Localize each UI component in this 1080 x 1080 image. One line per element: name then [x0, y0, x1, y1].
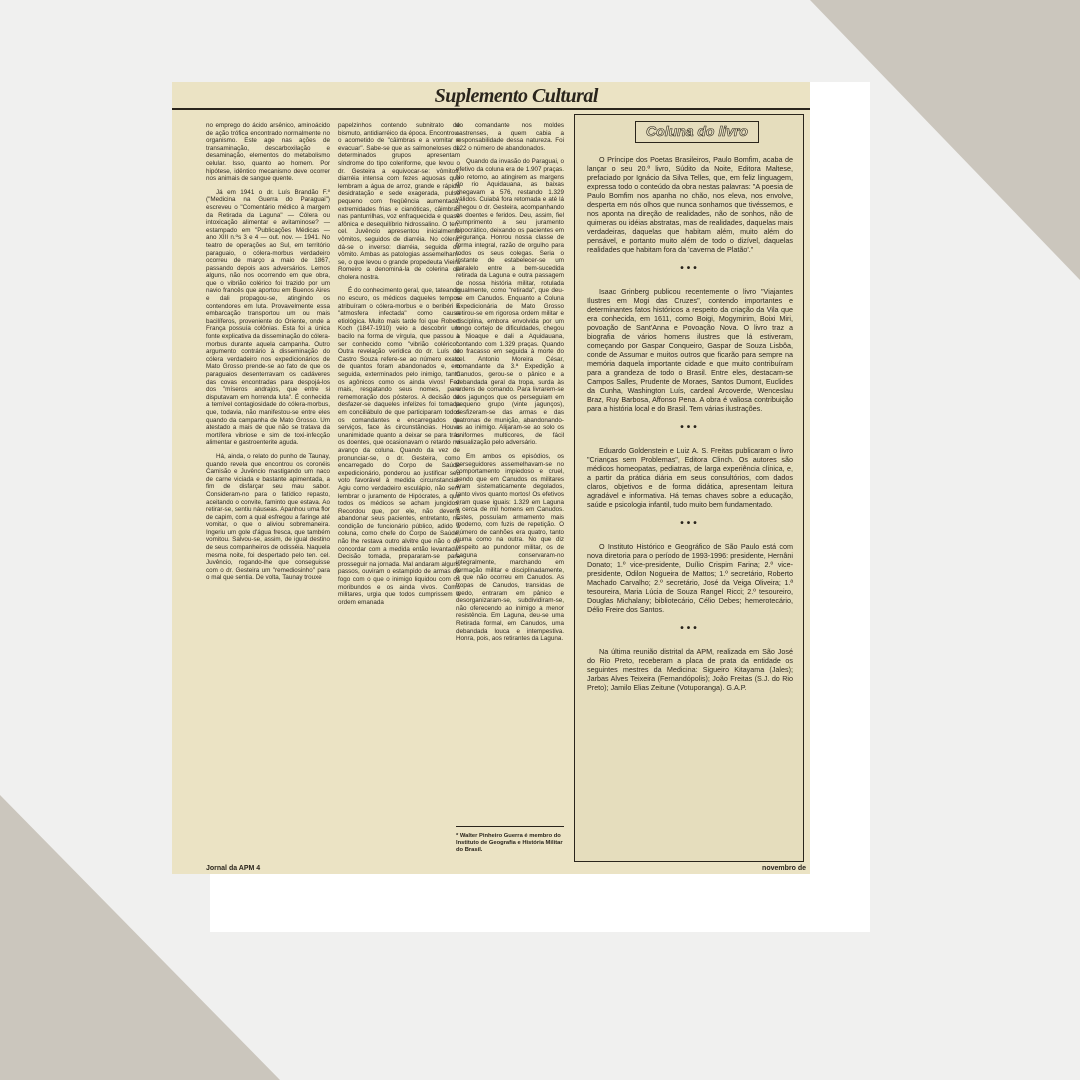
sidebar-title: Coluna do livro [635, 121, 759, 143]
section-separator: ••• [680, 422, 700, 433]
newspaper-page [172, 82, 810, 874]
article-column-2 [338, 122, 460, 862]
sidebar-paragraph: Na última reunião distrital da APM, realizada em São José do Rio Preto, receberam a placa de prata da entidade os seguintes mestres da Medicina: Sigueiro Kitayama (Jales); Jarbas Alves Teixeira (Fernandópolis); João Freitas (S.J. do Rio Preto); Jamilo Elias Zeitune (Votuporanga). G.A.P. [587, 647, 793, 692]
article-paragraph: É do conhecimento geral, que, tateando no escuro, os médicos daqueles tempos atribuíram o cólera-morbus e o beribéri à "atmosfera infectada" como causa etiológica. Muito mais tarde foi que Robert Koch (1847-1910) veio a descobrir um bacilo na forma de vírgula, que passou a ser conhecido como "vibrião colérico". Outra revelação verídica do dr. Luís de Castro Souza refere-se ao número exato de quantos foram abandonados e, em seguida, exterminados pelo inimigo, tanto os agônicos como os ainda vivos! Fez mais, resgatando seus nomes, para rememoração dos pósteros. A decisão de desfazer-se daqueles infelizes foi tomada em conciliábulo de que participaram todos os comandantes e encarregados de serviços, face às circunstâncias. Houve unanimidade quanto a deixar se para trás os doentes, que ocasionavam o retardo no avanço da coluna. Quando da vez de pronunciar-se, o dr. Gesteira, como encarregado do Corpo de Saúde expedicionário, ponderou ao justificar seu voto favorável à medida circunstancial. Agiu como verdadeiro esculápio, não sem lembrar o juramento de Hipócrates, a que todos os médicos se acham jungidos. Recordou que, por ele, não deveria abandonar seus pacientes, entretanto, na condição de funcionário público, adido à coluna, como chefe do Corpo de Saúde, não lhe restava outro alvitre que não o de concordar com a medida então levantada! Decisão tomada, prepararam-se para prosseguir na jornada. Mal andaram alguns passos, ouviram o estampido de armas de fogo com o que o inimigo liquidou com os moribundos e os ainda vivos. Como militares, urgia que todos cumprissem a ordem emanada [338, 287, 460, 606]
article-column-1 [206, 122, 330, 862]
article-paragraph: no emprego do ácido arsênico, aminoácido de ação trófica encontrado normalmente no organismo. Este age nas ações de transaminação, descarboxilação e desaminação, elementos do metabolismo celular. Isso, quanto ao homem. Por hipótese, idêntico mecanismo deve ocorrer nos animais de sangue quente. [206, 122, 330, 183]
article-paragraph: Em ambos os episódios, os perseguidores assemelhavam-se no comportamento impiedoso e cruel, sendo que em Canudos os militares eram sistematicamente degolados, tanto vivos quanto mortos! Os efetivos eram quase iguais: 1.329 em Laguna e cerca de mil homens em Canudos. Estes, possuíam armamento mais moderno, com fuzis de repetição. O número de canhões era quatro, tanto numa como na outra. No que diz respeito ao pundonor militar, os de Laguna conservaram-no integralmente, marchando em formação militar e disciplinadamente, o que não ocorreu em Canudos. As tropas de Canudos, transidas de medo, entraram em pânico e desorganizaram-se, subdividiram-se, não oferecendo ao inimigo a menor resistência. Em Laguna, deu-se uma Retirada formal, em Canudos, uma debandada louca e intempestiva. Honra, pois, aos retirantes da Laguna. [456, 452, 564, 643]
article-paragraph: do comandante nos moldes castrenses, a quem cabia a responsabilidade dessa natureza. Foi 122 o número de abandonados. [456, 122, 564, 152]
page-header [172, 82, 810, 110]
sidebar-paragraph: O Instituto Histórico e Geográfico de São Paulo está com nova diretoria para o período de 1993-1996: presidente, Hernâni Donato; 1.º vice-presidente, Duílio Crispim Farina; 2.º vice-presidente, Odilon Nogueira de Mattos; 1.º secretário, Roberto Machado Carvalho; 2.º secretário, José da Veiga Oliveira; 1.ª tesoureira, Maria Lúcia de Souza Rangel Ricci; 2.º tesoureiro, Douglas Michalany; bibliotecário, Célio Debes; hemerotecário, Délio Freire dos Santos. [587, 542, 793, 614]
section-title: Suplemento Cultural [434, 85, 598, 107]
sidebar-paragraph: Eduardo Goldenstein e Luiz A. S. Freitas publicaram o livro "Crianças sem Problemas", Editora Clinch. Os autores são médicos homeopatas, pediatras, de larga experiência clínica, e, a partir da prática diária em seus consultórios, com dados claros, objetivos e de forma didática, apresentam leitura agradável e informativa. Há temas chaves sobre a educação, saúde e psicologia infantil, tudo muito bem fundamentado. [587, 446, 793, 509]
book-column-sidebar [574, 114, 804, 862]
article-paragraph: Já em 1941 o dr. Luís Brandão F.º ("Medicina na Guerra do Paraguai") escreveu o "Comentário médico à margem da Retirada da Laguna" — Cólera ou intoxicação alimentar e avitaminose? — estampado em "Publicações Médicas — ano XIII n.ºs 3 e 4 — out. nov. — 1941. No teatro de operações ao Sul, em território paraguaio, o cólera-morbus verdadeiro ocorreu de março a maio de 1867, passando depois aos adversários. Lemos alguns, não nos ocorrendo em que obra, que o vibrião colérico foi trazido por um navio francês que aportou em Buenos Aires e dali propagou-se, atingindo os contendores em luta. Provavelmente essa embarcação transportou um ou mais bacilíferos, proveniente do Oriente, onde a França possuía colônias. Esta foi a única fonte explicativa da disseminação do cólera-morbus durante aquela campanha. Outro argumento contrário à disseminação do cólera verdadeiro nos expedicionários de Mato Grosso prende-se ao fato de que os paraguaios desenterravam os cadáveres das covas encontradas para despojá-los dos "míseros andrajos, que entre si disputavam em horrenda luta". É conhecida a temível contagiosidade do cólera-morbus, que, todavia, não manifestou-se entre eles quando da campanha de Mato Grosso. Um atestado a mais de que não se tratava da mortífera vibriose e sim de toxi-infecção alimentar e gastroenterite aguda. [206, 188, 330, 447]
article-paragraph: papelzinhos contendo subnitrato de bismuto, antidiarréico da época. Encontrou-o acometido de "câimbras e a vomitar e evacuar". Sabe-se que as salmoneloses de determinados grupos apresentam síndrome do tipo coleriforme, que levou o dr. Gesteira a equivocar-se: vômitos, diarréia intensa com fezes aquosas que lembram a água de arroz, grande e rápida desidratação e sede exagerada, pulso pequeno com freqüência aumentada, extremidades frias e cianóticas, câimbras nas panturrilhas, voz enfraquecida e quase afônica e desequilíbrio hidrossalino. O ten. cel. Juvêncio apresentou inicialmente vômitos, seguidos de diarréia. No cólera, dá-se o inverso: diarréia, seguida de vômito. Ambas as patologias assemelham-se, o que levou o grande propedeuta Vieira Romeiro a denominá-la de colerina ou cholera nostra. [338, 122, 460, 281]
article-paragraph: Quando da invasão do Paraguai, o efetivo da coluna era de 1.907 praças. No retorno, ao atingirem as margens do rio Aquidauana, as baixas chegavam a 576, restando 1.329 válidos. Cuiabá fora retomada e até lá chegou o dr. Gesteira, acompanhando os doentes e feridos. Deu, assim, fiel cumprimento a seu juramento hipocrático, deixando os pacientes em segurança. Honrou nossa classe de forma integral, razão de orgulho para todos os seus colegas. Seria o instante de estabelecer-se um paralelo entre a bem-sucedida retirada da Laguna e outra passagem de nossa história militar, rotulada igualmente, como "retirada", que deu-se em Canudos. Enquanto a Coluna Expedicionária de Mato Grosso retirou-se em rigorosa ordem militar e disciplina, embora envolvida por um longo cortejo de dificuldades, chegou à Nioaque e dali a Aquidauana, contando com 1.329 praças. Quando do fracasso em seguida à morte do cel. Antonio Moreira César, comandante da 3.ª Expedição a Canudos, gerou-se o pânico e a debandada geral da tropa, surda às ordens de comando. Para livrarem-se dos jagunços que os perseguiam em pequeno grupo (vinte jagunços), desfizeram-se das armas e das patronas de munição, abandonando-as ao inimigo. Alijaram-se ao solo os uniformes multicores, de fácil visualização pelo adversário. [456, 158, 564, 447]
sidebar-paragraph: O Príncipe dos Poetas Brasileiros, Paulo Bomfim, acaba de lançar o seu 20.º livro, Súdito da Noite, Editora Maltese, prefaciado por Ignácio da Silva Telles, que, em feliz linguagem, expressa todo o conteúdo da obra nestas palavras: "A poesia de Paulo Bomfim nos apanha no chão, nos eleva, nos envolve, desperta em nós olhos que nunca sonhamos que tivéssemos, e nos aponta na direção de realidades, não de sonhos, não de quimeras ou idéias abstratas, mas de realidades, daquelas mais verdadeiras, daquelas que habitam além, muito além do pensável, e portanto muito além de todo o dizível, daquelas realidades que habitam fora da 'caverna de Platão'." [587, 155, 793, 254]
sidebar-paragraph: Isaac Grinberg publicou recentemente o livro "Viajantes Ilustres em Mogi das Cruzes", contendo importantes e determinantes fatos históricos a respeito da criação da Vila que era conhecida, em 1611, como Boigi, Mogymirim, Boixi Miri, povoação de Sant'Anna e Povoação Nova. O livro traz a biografia de vários homens ilustres que lá estiveram, começando por Gaspar Conqueiro, Gaspar de Souza Lisbôa, conde de Assumar e muitos outros que ficarão para sempre na memória daquela importante cidade e que muito contribuíram para a grandeza de todo o Brasil. Entre eles, destacam-se Campos Salles, Prudente de Moraes, Santos Dumont, Euclides da Cunha, Washington Luís, cardeal Arcoverde, Wenceslau Braz, Ruy Barbosa, Affonso Pena. A obra é valiosa contribuição para a história local e do Brasil. Tem várias ilustrações. [587, 287, 793, 413]
page-footer [172, 864, 810, 874]
footer-date: novembro de [762, 865, 806, 872]
section-separator: ••• [680, 263, 700, 274]
section-separator: ••• [680, 518, 700, 529]
article-column-3 [456, 122, 564, 862]
article-paragraph: Há, ainda, o relato do punho de Taunay, quando revela que encontrou os coronéis Camisão e Juvêncio mastigando um naco de carne viciada e bastante apimentada, a fim de disfarçar seu mau sabor. Consideram-no para o fatídico repasto, aceitando o convite, faminto que estava. Ao retirar-se, sentiu náuseas. Apanhou uma flor de capim, com a qual esfregou a faringe até vomitar, o que o aliviou sobremaneira. Ingeriu um gole d'água fresca, que também vomitou. Salvou-se, assim, de igual destino de seus companheiros de odisséia. Naquela mesma noite, foi despertado pelo ten. cel. Juvêncio, rogando-lhe que conseguisse com o dr. Gesteira um "remediosinho" para o mal que sentia. De volta, Taunay trouxe [206, 452, 330, 582]
author-footnote: * Walter Pinheiro Guerra é membro do Instituto de Geografia e História Militar do Brasil. [456, 826, 564, 853]
sidebar-body [587, 155, 793, 692]
footer-publication: Jornal da APM 4 [206, 865, 261, 872]
section-separator: ••• [680, 623, 700, 634]
